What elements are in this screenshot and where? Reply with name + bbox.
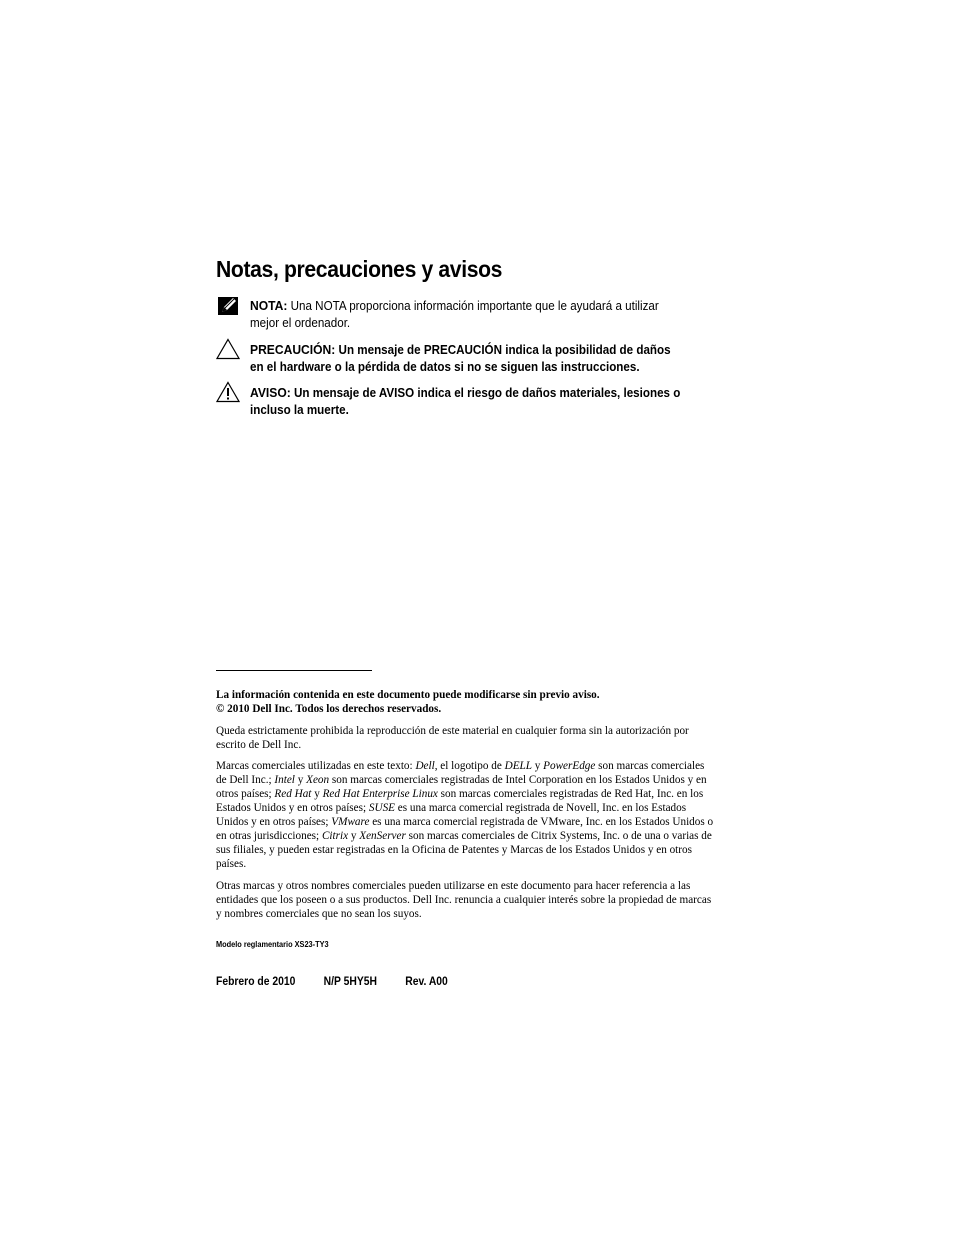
tm-suse: SUSE (368, 802, 395, 814)
reproduction-paragraph (216, 724, 716, 752)
regulatory-model: Modelo reglamentario XS23-TY3 (216, 940, 329, 949)
tm-text: son marcas comerciales de Dell Inc.; (216, 760, 705, 786)
tm-redhat: Red Hat (274, 788, 312, 800)
warning-triangle-icon (216, 381, 240, 403)
tm-text: y (311, 788, 323, 800)
tm-rhel: Red Hat Enterprise Linux (322, 788, 438, 800)
footer-date: Febrero de 2010 (216, 976, 296, 988)
tm-xenserver: XenServer (359, 830, 406, 842)
warning-text: Un mensaje de AVISO indica el riesgo de daños materiales, lesiones o incluso la muerte. (250, 386, 681, 417)
note-label: NOTA: (250, 298, 288, 313)
tm-text: es una marca comercial registrada de Novell, Inc. en los Estados Unidos y en otros países; (216, 802, 687, 828)
tm-text: son marcas comerciales registradas de Intel Corporation en los Estados Unidos y en otros países; (216, 774, 707, 800)
tm-intel: Intel (274, 774, 295, 786)
tm-text: son marcas comerciales de Citrix Systems, Inc. o de una o varias de sus filiales, y pueden estar registradas en la Oficina de Patentes y Marcas de los Estados Unidos y en otros países. (216, 830, 712, 870)
legal-info (216, 688, 716, 716)
tm-text: , el logotipo de (434, 760, 505, 772)
footer-part-number: N/P 5HY5H (323, 976, 377, 988)
caution-notice (250, 341, 687, 376)
info-disclaimer: La información contenida en este documento puede modificarse sin previo aviso. (216, 689, 600, 701)
warning-notice (250, 384, 687, 419)
warning-label: AVISO: (250, 385, 291, 400)
caution-label: PRECAUCIÓN: (250, 342, 336, 357)
reproduction-text: Queda estrictamente prohibida la reproducción de este material en cualquier forma sin la autorización por escrito de Dell Inc. (216, 725, 689, 751)
tm-xeon: Xeon (306, 774, 330, 786)
other-marks-text: Otras marcas y otros nombres comerciales pueden utilizarse en este documento para hacer referencia a las entidades que los poseen o a sus productos. Dell Inc. renuncia a cualquier interés sobre la propiedad de marcas y nombres comerciales que no sean los suyos. (216, 880, 712, 920)
tm-citrix: Citrix (321, 830, 349, 842)
copyright-line: © 2010 Dell Inc. Todos los derechos reservados. (216, 703, 442, 715)
tm-text: son marcas comerciales registradas de Red Hat, Inc. en los Estados Unidos y en otros países; (216, 788, 704, 814)
divider-rule (216, 670, 372, 671)
trademarks-paragraph (216, 759, 716, 871)
caution-triangle-icon (216, 338, 240, 360)
tm-dell-logo: DELL (504, 760, 532, 772)
note-text: Una NOTA proporciona información importante que le ayudará a utilizar mejor el ordenador. (250, 299, 659, 330)
note-notice (250, 297, 687, 332)
footer-info (216, 976, 448, 988)
tm-poweredge: PowerEdge (543, 760, 596, 772)
tm-vmware: VMware (331, 816, 370, 828)
other-marks-paragraph (216, 879, 716, 921)
tm-text: y (531, 760, 544, 772)
footer-revision: Rev. A00 (405, 976, 448, 988)
tm-text: y (348, 830, 360, 842)
caution-text: Un mensaje de PRECAUCIÓN indica la posibilidad de daños en el hardware o la pérdida de datos si no se siguen las instrucciones. (250, 343, 671, 374)
tm-text: Marcas comerciales utilizadas en este texto: (216, 760, 416, 772)
tm-text: es una marca comercial registrada de VMware, Inc. en los Estados Unidos o en otras jurisdicciones; (216, 816, 714, 842)
note-pencil-icon (216, 295, 240, 317)
page-title: Notas, precauciones y avisos (216, 256, 503, 282)
tm-text: y (294, 774, 307, 786)
tm-dell: Dell (415, 760, 435, 772)
